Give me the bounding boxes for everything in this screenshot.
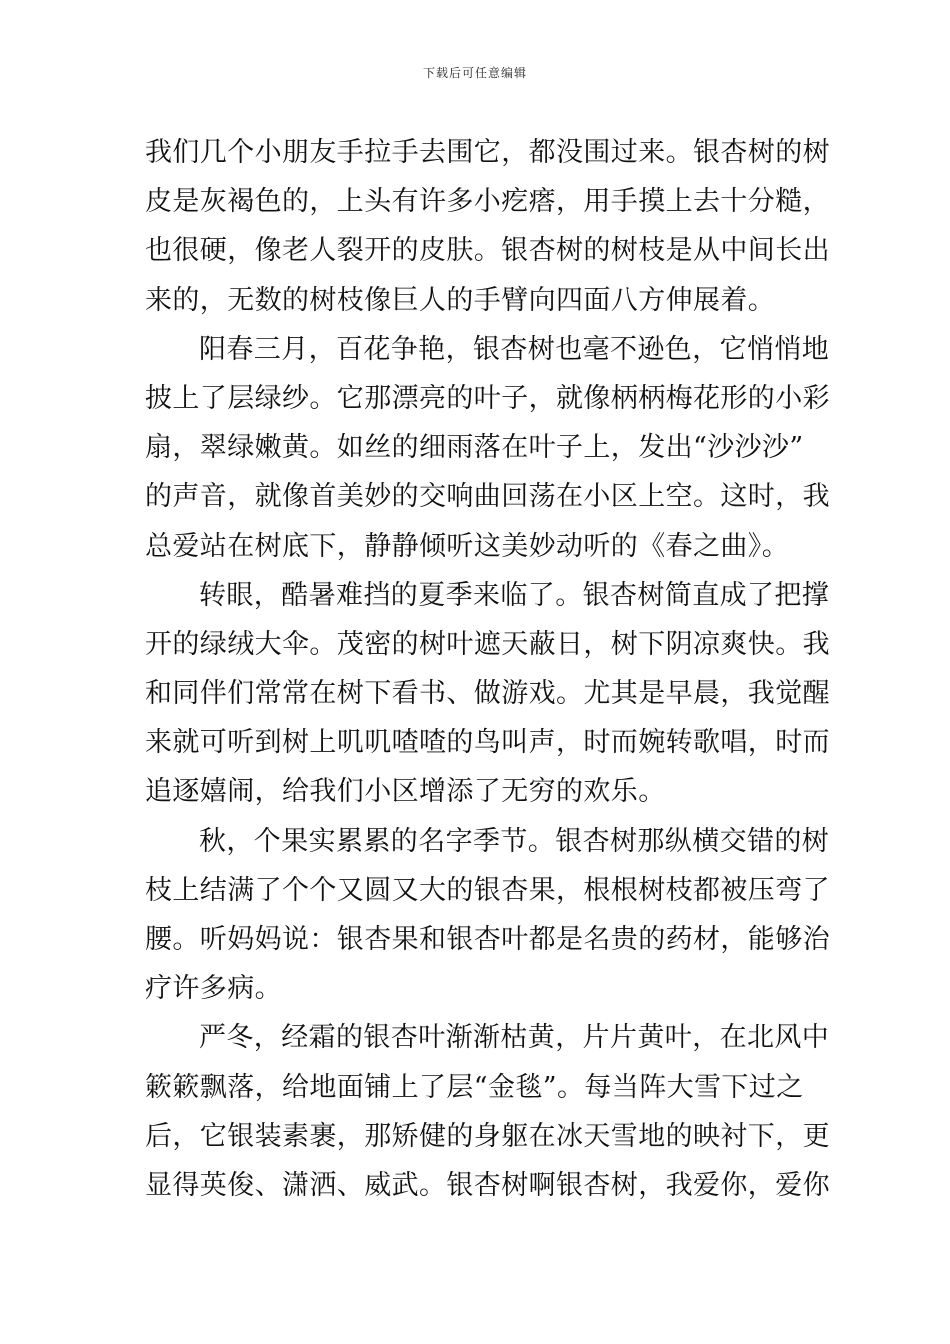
text-line: 皮是灰褐色的，上头有许多小疙瘩，用手摸上去十分糙， (145, 186, 830, 218)
text-line: 后，它银装素裹，那矫健的身躯在冰天雪地的映衬下，更 (145, 1120, 830, 1152)
text-line: 总爱站在树底下，静静倾听这美妙动听的《春之曲》。 (145, 530, 790, 562)
text-line: 秋，个果实累累的名字季节。银杏树那纵横交错的树 (199, 825, 830, 857)
document-body (145, 128, 830, 1210)
text-line: 疗许多病。 (145, 973, 282, 1005)
paragraph (145, 571, 830, 817)
text-line: 和同伴们常常在树下看书、做游戏。尤其是早晨，我觉醒 (145, 678, 830, 710)
text-line: 枝上结满了个个又圆又大的银杏果，根根树枝都被压弯了 (145, 874, 830, 906)
text-line: 扇，翠绿嫩黄。如丝的细雨落在叶子上，发出“沙沙沙” (145, 432, 804, 464)
paragraph (145, 325, 830, 571)
page-header: 下载后可任意编辑 (422, 66, 527, 80)
paragraph (145, 817, 830, 1014)
paragraph (145, 1013, 830, 1210)
text-line: 簌簌飘落，给地面铺上了层“金毯”。每当阵大雪下过之 (145, 1071, 804, 1103)
text-line: 转眼，酷暑难挡的夏季来临了。银杏树简直成了把撑 (199, 579, 830, 611)
text-line: 阳春三月，百花争艳，银杏树也毫不逊色，它悄悄地 (199, 333, 830, 365)
text-line: 追逐嬉闹，给我们小区增添了无穷的欢乐。 (145, 776, 666, 808)
text-line: 显得英俊、潇洒、威武。银杏树啊银杏树，我爱你，爱你 (145, 1169, 830, 1201)
text-line: 腰。听妈妈说：银杏果和银杏叶都是名贵的药材，能够治 (145, 924, 830, 955)
text-line: 披上了层绿纱。它那漂亮的叶子，就像柄柄梅花形的小彩 (145, 382, 830, 414)
paragraph (145, 128, 830, 325)
text-line: 严冬，经霜的银杏叶渐渐枯黄，片片黄叶，在北风中 (199, 1022, 830, 1054)
text-line: 我们几个小朋友手拉手去围它，都没围过来。银杏树的树 (145, 137, 830, 168)
text-line: 来的，无数的树枝像巨人的手臂向四面八方伸展着。 (145, 284, 776, 316)
text-line: 的声音，就像首美妙的交响曲回荡在小区上空。这时，我 (145, 481, 830, 513)
text-line: 来就可听到树上叽叽喳喳的鸟叫声，时而婉转歌唱，时而 (145, 727, 830, 759)
text-line: 也很硬，像老人裂开的皮肤。银杏树的树枝是从中间长出 (145, 235, 830, 267)
text-line: 开的绿绒大伞。茂密的树叶遮天蔽日，树下阴凉爽快。我 (145, 628, 830, 660)
